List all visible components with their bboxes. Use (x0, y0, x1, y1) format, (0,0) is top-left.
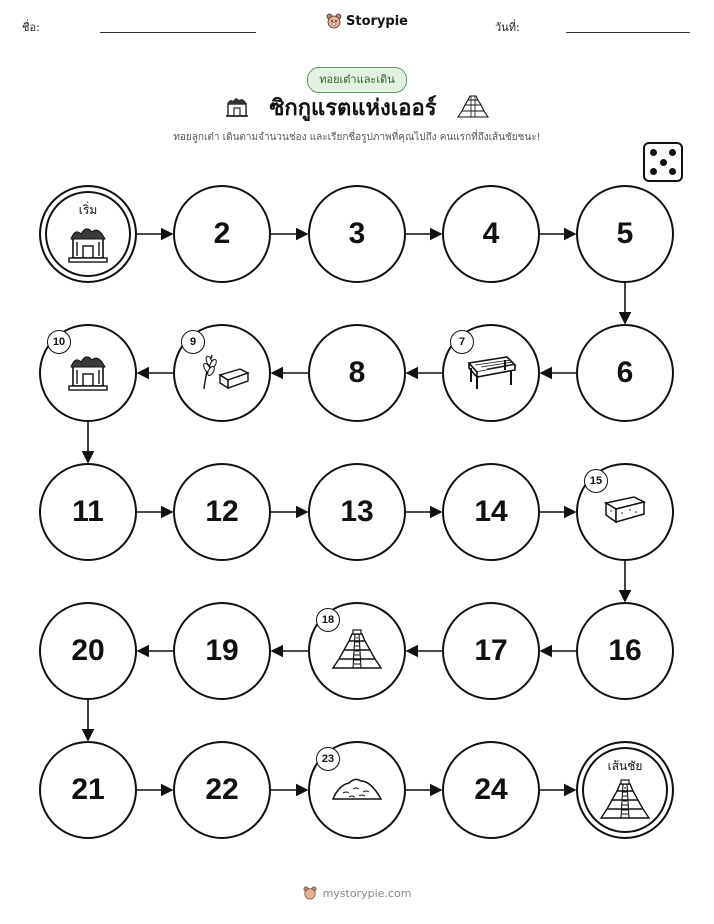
space-number: 22 (205, 773, 239, 806)
game-type-tag: ทอยเต๋าและเดิน (307, 67, 407, 93)
board-space-23[interactable] (308, 741, 406, 839)
start-space[interactable] (39, 185, 137, 283)
board-space-14[interactable] (442, 463, 540, 561)
space-number: 12 (205, 495, 239, 528)
board-space-12[interactable] (173, 463, 271, 561)
board-space-7[interactable] (442, 324, 540, 422)
title-text: ซิกกูแรตแห่งเออร์ (269, 96, 437, 121)
space-number-badge: 9 (181, 330, 205, 354)
board-space-15[interactable] (576, 463, 674, 561)
clay-pile-icon (329, 773, 385, 807)
board-space-3[interactable] (308, 185, 406, 283)
space-number: 14 (474, 495, 508, 528)
space-number-badge: 7 (450, 330, 474, 354)
board-space-13[interactable] (308, 463, 406, 561)
mud-brick-icon (602, 493, 648, 531)
board-space-22[interactable] (173, 741, 271, 839)
board-space-16[interactable] (576, 602, 674, 700)
board-space-5[interactable] (576, 185, 674, 283)
board-space-8[interactable] (308, 324, 406, 422)
space-number-badge: 23 (316, 747, 340, 771)
space-number: 8 (348, 356, 366, 389)
finish-space[interactable] (576, 741, 674, 839)
space-number: 11 (72, 495, 104, 528)
bear-mascot-icon (303, 886, 317, 900)
temple-icon (65, 222, 111, 268)
footer-url[interactable]: mystorypie.com (322, 886, 412, 900)
board-space-6[interactable] (576, 324, 674, 422)
instructions-text: ทอยลูกเต๋า เดินตามจำนวนช่อง และเรียกชื่อรูปภาพที่คุณไปถึง คนแรกที่ถึงเส้นชัยชนะ! (173, 132, 541, 143)
board-space-17[interactable] (442, 602, 540, 700)
space-number: 6 (616, 356, 634, 389)
space-number: 13 (340, 495, 374, 528)
space-number: 24 (474, 773, 508, 806)
name-label: ชื่อ: (22, 21, 40, 34)
space-number-badge: 18 (316, 608, 340, 632)
board-space-21[interactable] (39, 741, 137, 839)
start-label: เริ่ม (78, 203, 98, 217)
space-number: 5 (616, 217, 634, 250)
brand-name: Storypie (346, 13, 408, 29)
space-number: 21 (71, 773, 105, 806)
wheat-brick-icon (192, 349, 252, 397)
ziggurat-icon (598, 777, 652, 825)
finish-label: เส้นชัย (607, 759, 643, 773)
board-space-18[interactable] (308, 602, 406, 700)
board-space-2[interactable] (173, 185, 271, 283)
space-number: 4 (482, 217, 500, 250)
board-space-10[interactable] (39, 324, 137, 422)
temple-icon (65, 350, 111, 396)
board-space-11[interactable] (39, 463, 137, 561)
space-number-badge: 10 (47, 330, 71, 354)
space-number: 19 (205, 634, 239, 667)
board-space-19[interactable] (173, 602, 271, 700)
date-label: วันที่: (495, 21, 520, 34)
space-number: 17 (474, 634, 508, 667)
ziggurat-icon (330, 627, 384, 675)
board-space-9[interactable] (173, 324, 271, 422)
board-space-24[interactable] (442, 741, 540, 839)
board-space-20[interactable] (39, 602, 137, 700)
space-number: 16 (608, 634, 642, 667)
space-number: 20 (71, 634, 105, 667)
space-number: 2 (213, 217, 231, 250)
space-number-badge: 15 (584, 469, 608, 493)
board-space-4[interactable] (442, 185, 540, 283)
space-number: 3 (348, 217, 366, 250)
footer (0, 886, 714, 900)
table-icon (463, 351, 519, 395)
